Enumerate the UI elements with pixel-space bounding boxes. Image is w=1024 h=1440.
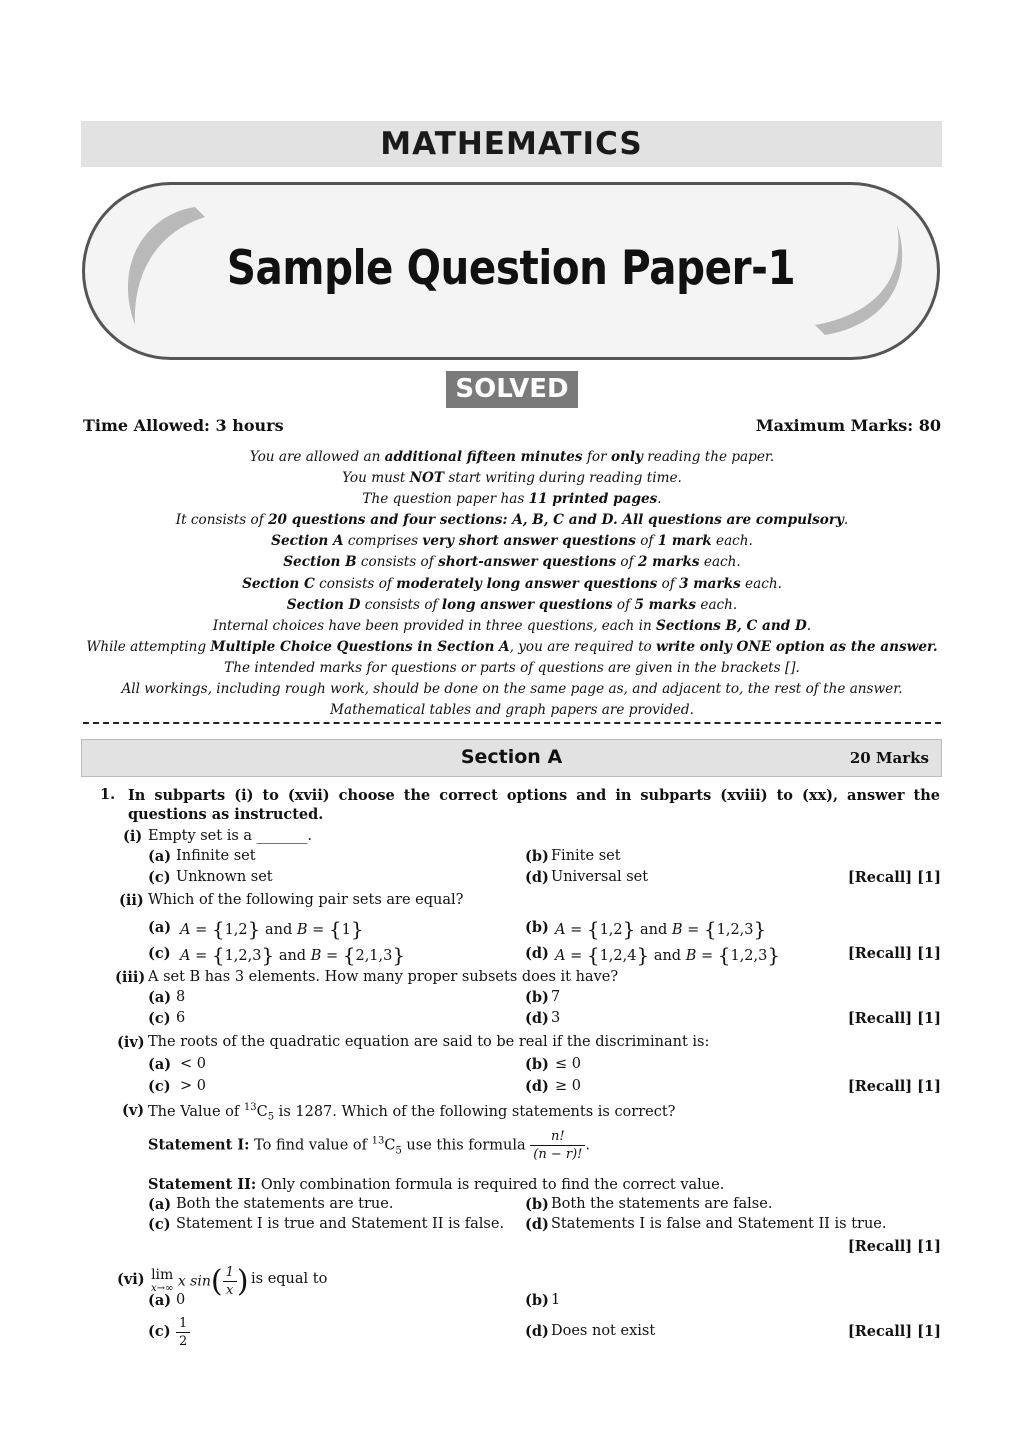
instruction-line: Mathematical tables and graph papers are provided. bbox=[330, 702, 694, 719]
option-text: Infinite set bbox=[176, 848, 256, 864]
instruction-line: You are allowed an additional fifteen minutes for only reading the paper. bbox=[249, 449, 775, 465]
option-text: Does not exist bbox=[551, 1323, 656, 1339]
option-label: (b) bbox=[525, 848, 549, 865]
instruction-line: Internal choices have been provided in three questions, each in Sections B, C and D. bbox=[212, 617, 812, 634]
section-name: Section A bbox=[460, 746, 563, 768]
option-label: (b) bbox=[525, 1196, 549, 1213]
recall-tag: [Recall] [1] bbox=[847, 945, 941, 962]
instruction-line: Section C consists of moderately long answer questions of 3 marks each. bbox=[242, 575, 782, 592]
instruction-line: Section A comprises very short answer questions of 1 mark each. bbox=[271, 533, 753, 550]
instruction-line: It consists of 20 questions and four sections: A, B, C and D. All questions are compulsory. bbox=[175, 512, 849, 529]
instruction-line: Section B consists of short-answer questions of 2 marks each. bbox=[283, 554, 741, 571]
option-text: Statements I is false and Statement II is true. bbox=[551, 1216, 887, 1232]
instruction-line: The intended marks for questions or parts of questions are given in the brackets []. bbox=[224, 659, 800, 676]
option-math: A = {1,2,3} and B = {2,1,3} bbox=[180, 943, 406, 967]
option-label: (d) bbox=[525, 1216, 549, 1233]
option-label: (d) bbox=[525, 1323, 549, 1340]
option-text: 6 bbox=[176, 1010, 186, 1026]
option-math: A = {1,2} and B = {1,2,3} bbox=[555, 917, 767, 941]
paper-title: Sample Question Paper-1 bbox=[226, 241, 796, 296]
instruction-line: Section D consists of long answer questions of 5 marks each. bbox=[286, 596, 738, 613]
option-label: (a) bbox=[148, 989, 172, 1006]
subject-header bbox=[81, 121, 942, 167]
option-label: (a) bbox=[148, 1056, 172, 1073]
option-text: 8 bbox=[176, 989, 186, 1005]
recall-tag: [Recall] [1] bbox=[847, 869, 941, 886]
option-label: (b) bbox=[525, 919, 549, 936]
maximum-marks: Maximum Marks: 80 bbox=[755, 416, 941, 435]
option-label: (a) bbox=[148, 919, 172, 936]
option-text: Statement I is true and Statement II is false. bbox=[176, 1216, 505, 1232]
option-label: (b) bbox=[525, 1292, 549, 1309]
option-label: (c) bbox=[148, 1078, 171, 1095]
option-label: (c) bbox=[148, 1010, 171, 1027]
instruction-line: All workings, including rough work, should be done on the same page as, and adjacent to, the rest of the answer. bbox=[121, 681, 903, 698]
recall-tag: [Recall] [1] bbox=[847, 1238, 941, 1255]
subpart-number: (ii) bbox=[119, 892, 144, 909]
option-math: A = {1,2} and B = {1} bbox=[180, 917, 364, 941]
option-text: Unknown set bbox=[176, 869, 273, 885]
instruction-line: While attempting Multiple Choice Questions in Section A, you are required to write only ONE option as the answer. bbox=[86, 638, 938, 655]
subpart-question: is equal to bbox=[251, 1271, 328, 1287]
question-number: 1. bbox=[100, 786, 116, 803]
option-label: (c) bbox=[148, 869, 171, 886]
option-label: (d) bbox=[525, 945, 549, 962]
option-label: (b) bbox=[525, 1056, 549, 1073]
recall-tag: [Recall] [1] bbox=[847, 1078, 941, 1095]
subpart-number: (iii) bbox=[115, 969, 146, 986]
option-label: (c) bbox=[148, 1216, 171, 1233]
subpart-number: (iv) bbox=[117, 1034, 145, 1051]
subpart-question: Which of the following pair sets are equal? bbox=[148, 892, 464, 908]
option-text: Finite set bbox=[551, 848, 621, 864]
title-banner bbox=[82, 182, 940, 360]
option-text: < 0 bbox=[180, 1056, 206, 1072]
time-allowed: Time Allowed: 3 hours bbox=[83, 416, 284, 435]
option-label: (d) bbox=[525, 869, 549, 886]
option-label: (a) bbox=[148, 848, 172, 865]
statement-one: Statement I: To find value of $^{13}C_5$ use this formula $\frac{n!}{(n - r)!}$ . bbox=[148, 1129, 590, 1162]
subpart-question: The Value of $^{13}C_5$ is 1287. Which of the following statements is correct? bbox=[148, 1102, 676, 1123]
formula-fraction: $\frac{n!}{(n - r)!}$ bbox=[530, 1128, 585, 1163]
instructions-block bbox=[83, 447, 941, 721]
solved-badge: SOLVED bbox=[446, 371, 578, 408]
option-label: (a) bbox=[148, 1196, 172, 1213]
option-label: (c) bbox=[148, 1323, 171, 1340]
option-text: 1 bbox=[551, 1292, 561, 1308]
dashed-divider bbox=[83, 722, 941, 724]
instruction-line: The question paper has 11 printed pages. bbox=[362, 491, 662, 508]
option-label: (d) bbox=[525, 1078, 549, 1095]
option-math: A = {1,2,4} and B = {1,2,3} bbox=[555, 943, 781, 967]
subpart-number: (v) bbox=[122, 1102, 145, 1119]
section-marks: 20 Marks bbox=[849, 749, 929, 767]
option-label: (a) bbox=[148, 1292, 172, 1309]
subpart-number: (i) bbox=[123, 828, 143, 845]
option-text: Universal set bbox=[551, 869, 649, 885]
limit-expression: lim x→∞ x sin( $\frac{1}{x}$ ) bbox=[151, 1264, 249, 1299]
recall-tag: [Recall] [1] bbox=[847, 1010, 941, 1027]
subpart-question: Empty set is a _______. bbox=[148, 828, 313, 844]
instruction-line: You must NOT start writing during reading time. bbox=[342, 470, 682, 487]
subpart-number: (vi) bbox=[117, 1271, 145, 1288]
section-header bbox=[81, 739, 942, 777]
option-label: (d) bbox=[525, 1010, 549, 1027]
subpart-question: A set B has 3 elements. How many proper subsets does it have? bbox=[148, 969, 619, 985]
subject-title: MATHEMATICS bbox=[380, 126, 643, 162]
option-text: > 0 bbox=[180, 1078, 206, 1094]
option-text: ≥ 0 bbox=[555, 1078, 581, 1094]
option-text: 3 bbox=[551, 1010, 561, 1026]
statement-two: Statement II: Only combination formula is required to find the correct value. bbox=[148, 1176, 725, 1193]
paper-meta bbox=[83, 416, 941, 436]
option-text: Both the statements are true. bbox=[176, 1196, 394, 1212]
question-stem: In subparts (i) to (xvii) choose the correct options and in subparts (xviii) to (xx), answer the questions as instructed. bbox=[128, 787, 940, 823]
option-text: 7 bbox=[551, 989, 561, 1005]
subpart-question: The roots of the quadratic equation are said to be real if the discriminant is: bbox=[148, 1034, 710, 1050]
option-text: Both the statements are false. bbox=[551, 1196, 773, 1212]
option-label: (b) bbox=[525, 989, 549, 1006]
option-text: ≤ 0 bbox=[555, 1056, 581, 1072]
recall-tag: [Recall] [1] bbox=[847, 1323, 941, 1340]
option-label: (c) bbox=[148, 945, 171, 962]
option-text: 0 bbox=[176, 1292, 186, 1308]
option-fraction: $\frac{1}{2}$ bbox=[176, 1315, 190, 1350]
